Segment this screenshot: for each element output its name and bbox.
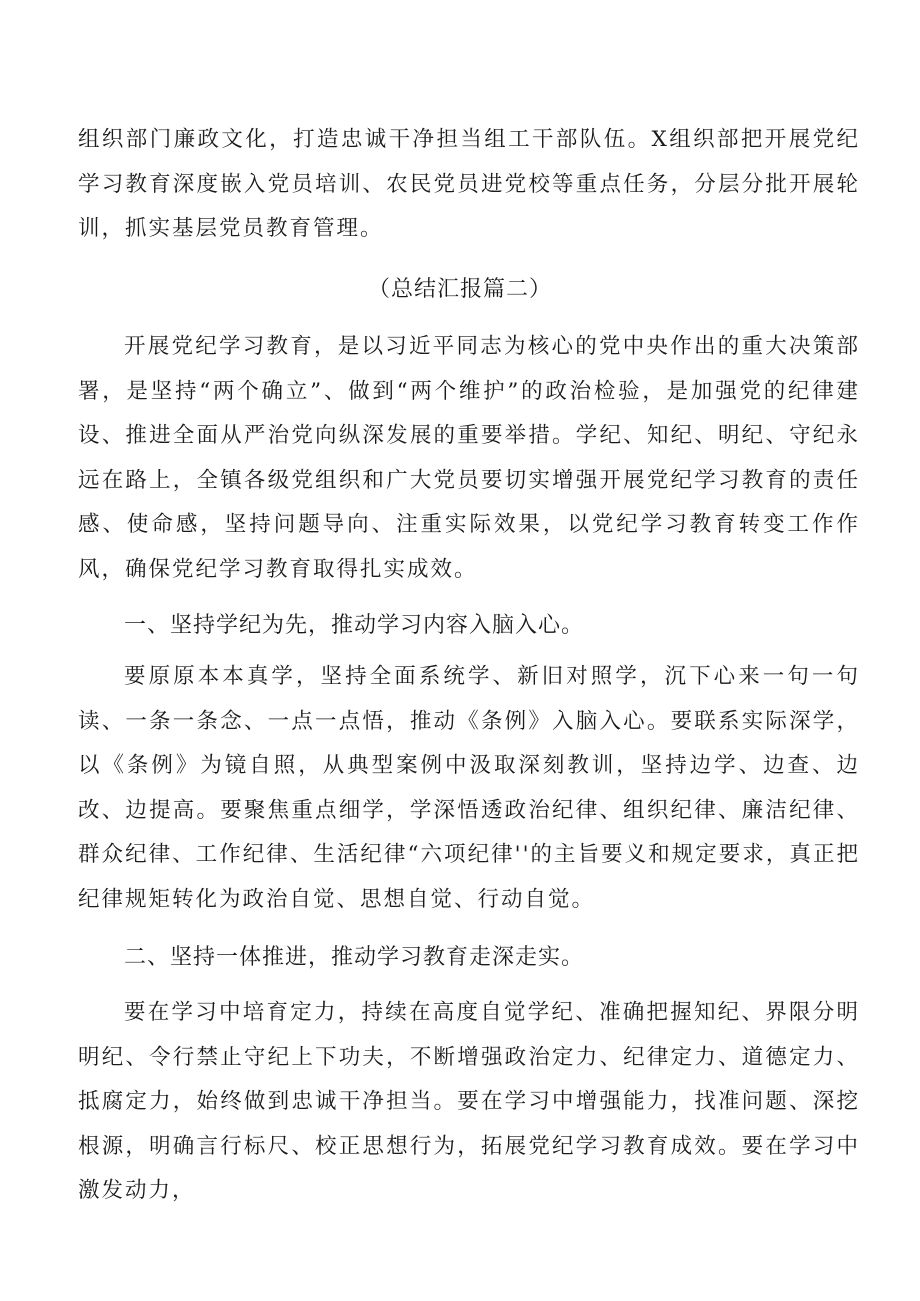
section-title-1: 一、坚持学纪为先，推动学习内容入脑入心。 [124,613,585,638]
paragraph-intro: 开展党纪学习教育，是以习近平同志为核心的党中央作出的重大决策部署，是坚持“两个确立”、做到“两个维护”的政治检验，是加强党的纪律建设、推进全面从严治党向纵深发展的重要举措。学纪、知纪、明纪、守纪永远在路上，全镇各级党组织和广大党员要切实增强开展党纪学习教育的责任感、使命感，坚持问题导向、注重实际效果，以党纪学习教育转变工作作风，确保党纪学习教育取得扎实成效。 [78,334,860,582]
paragraph-section-2: 要在学习中培育定力，持续在高度自觉学纪、准确把握知纪、界限分明明纪、令行禁止守纪上下功夫，不断增强政治定力、纪律定力、道德定力、抵腐定力，始终做到忠诚干净担当。要在学习中增强能力，找准问题、深挖根源，明确言行标尺、校正思想行为，拓展党纪学习教育成效。要在学习中激发动力， [78,1000,860,1203]
paragraph-section-1: 要原原本本真学，坚持全面系统学、新旧对照学，沉下心来一句一句读、一条一条念、一点一点悟，推动《条例》入脑入心。要联系实际深学，以《条例》为镜自照，从典型案例中汲取深刻教训，坚持边学、边查、边改、边提高。要聚焦重点细学，学深悟透政治纪律、组织纪律、廉洁纪律、群众纪律、工作纪律、生活纪律“六项纪律''的主旨要义和规定要求，真正把纪律规矩转化为政治自觉、思想自觉、行动自觉。 [78,664,860,912]
section-heading: （总结汇报篇二） [367,277,552,302]
paragraph-continuation: 组织部门廉政文化，打造忠诚干净担当组工干部队伍。X组织部把开展党纪学习教育深度嵌入党员培训、农民党员进党校等重点任务，分层分批开展轮训，抓实基层党员教育管理。 [78,127,860,241]
section-title-2: 二、坚持一体推进，推动学习教育走深走实。 [124,945,585,970]
